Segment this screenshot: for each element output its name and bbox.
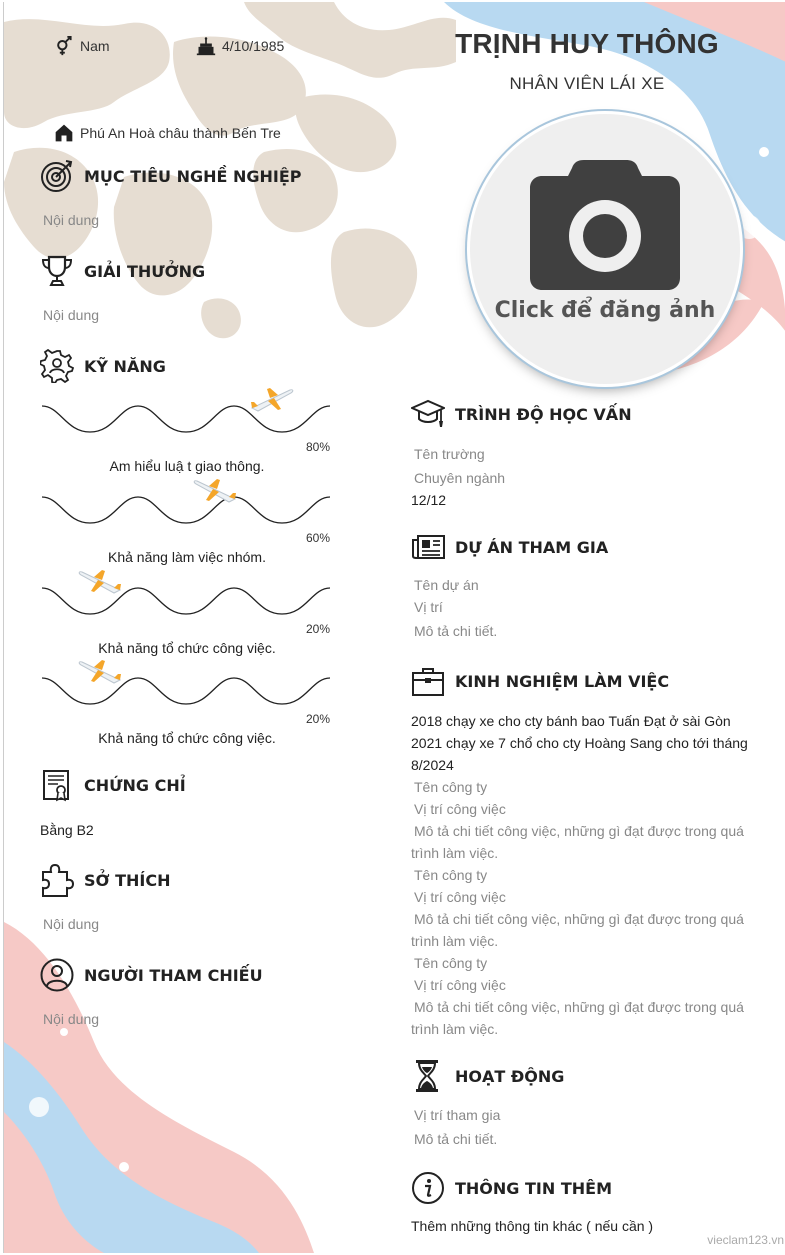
awards-content[interactable]: Nội dung bbox=[43, 307, 100, 323]
job-title[interactable]: NHÂN VIÊN LÁI XE bbox=[509, 74, 665, 93]
skill-name: Am hiểu luậ t giao thông. bbox=[109, 458, 265, 474]
target-icon bbox=[40, 159, 74, 193]
section-title-text: THÔNG TIN THÊM bbox=[455, 1178, 612, 1198]
section-title-hobbies[interactable] bbox=[40, 863, 170, 897]
activity-desc: Mô tả chi tiết. bbox=[414, 1131, 498, 1147]
info-icon bbox=[411, 1171, 445, 1205]
company-name: Tên công ty bbox=[414, 867, 488, 883]
graduation-cap-icon bbox=[411, 397, 445, 431]
activities-content[interactable] bbox=[414, 1103, 774, 1151]
airplane-icon bbox=[250, 384, 294, 414]
watermark: vieclam123.vn bbox=[707, 1233, 784, 1247]
section-title-text: TRÌNH ĐỘ HỌC VẤN bbox=[455, 404, 632, 424]
avatar-upload-label: Click để đăng ảnh bbox=[494, 298, 716, 323]
project-role: Vị trí bbox=[414, 599, 443, 615]
section-title-text: DỰ ÁN THAM GIA bbox=[455, 537, 609, 557]
birthday-value: 4/10/1985 bbox=[222, 38, 285, 54]
airplane-icon bbox=[78, 566, 122, 596]
candidate-name[interactable]: TRỊNH HUY THÔNG bbox=[455, 28, 719, 59]
grade: 12/12 bbox=[411, 492, 447, 508]
certificates-content[interactable]: Bằng B2 bbox=[40, 822, 94, 838]
school-name: Tên trường bbox=[414, 446, 485, 462]
section-title-text: KINH NGHIỆM LÀM VIỆC bbox=[455, 671, 670, 691]
company-name: Tên công ty bbox=[414, 955, 488, 971]
home-icon bbox=[54, 123, 74, 143]
project-name: Tên dự án bbox=[414, 577, 479, 593]
address-value: Phú An Hoà châu thành Bến Tre bbox=[80, 125, 281, 141]
birthday-field[interactable] bbox=[196, 36, 284, 56]
skill-percent: 80% bbox=[305, 440, 330, 454]
job-position: Vị trí công việc bbox=[414, 977, 506, 993]
more-info-content[interactable]: Thêm những thông tin khác ( nếu cần ) bbox=[411, 1218, 654, 1234]
major: Chuyên ngành bbox=[414, 470, 506, 486]
briefcase-icon bbox=[411, 664, 445, 698]
avatar-upload[interactable] bbox=[470, 114, 740, 384]
job-desc: Mô tả chi tiết công việc, những gì đạt được trong quá trình làm việc. bbox=[411, 999, 744, 1037]
skill-name: Khả năng tổ chức công việc. bbox=[98, 730, 276, 746]
section-title-text: KỸ NĂNG bbox=[84, 356, 166, 376]
skill-name: Khả năng làm việc nhóm. bbox=[108, 549, 266, 565]
project-desc: Mô tả chi tiết. bbox=[414, 623, 498, 639]
airplane-icon bbox=[193, 475, 237, 505]
camera-icon bbox=[530, 160, 680, 290]
section-title-text: MỤC TIÊU NGHỀ NGHIỆP bbox=[84, 166, 302, 186]
skill-percent: 60% bbox=[305, 531, 330, 545]
section-title-projects[interactable] bbox=[411, 530, 608, 564]
experience-content[interactable] bbox=[411, 710, 771, 1040]
newspaper-icon bbox=[411, 530, 445, 564]
job-position: Vị trí công việc bbox=[414, 889, 506, 905]
section-title-more-info[interactable] bbox=[411, 1171, 612, 1205]
projects-content[interactable] bbox=[414, 574, 774, 644]
skill-item[interactable] bbox=[42, 672, 332, 760]
skill-wave-track bbox=[42, 491, 330, 531]
section-title-text: SỞ THÍCH bbox=[84, 870, 171, 890]
section-title-activities[interactable] bbox=[411, 1059, 564, 1093]
section-title-awards[interactable] bbox=[40, 254, 205, 288]
airplane-icon bbox=[78, 656, 122, 686]
skill-name: Khả năng tổ chức công việc. bbox=[98, 640, 276, 656]
section-title-text: HOẠT ĐỘNG bbox=[455, 1066, 565, 1086]
resume-page bbox=[3, 2, 785, 1253]
experience-line: 2018 chạy xe cho cty bánh bao Tuấn Đạt ở sài Gòn bbox=[411, 713, 731, 729]
section-title-text: CHỨNG CHỈ bbox=[84, 775, 186, 795]
section-title-experience[interactable] bbox=[411, 664, 669, 698]
education-content[interactable] bbox=[411, 442, 771, 510]
address-field[interactable] bbox=[54, 123, 281, 143]
hourglass-icon bbox=[411, 1059, 445, 1093]
section-title-certificates[interactable] bbox=[40, 768, 186, 802]
objective-content[interactable]: Nội dung bbox=[43, 212, 100, 228]
section-title-text: NGƯỜI THAM CHIẾU bbox=[84, 965, 263, 985]
job-position: Vị trí công việc bbox=[414, 801, 506, 817]
puzzle-icon bbox=[40, 863, 74, 897]
user-icon bbox=[40, 958, 74, 992]
company-name: Tên công ty bbox=[414, 779, 488, 795]
activity-role: Vị trí tham gia bbox=[414, 1107, 501, 1123]
trophy-icon bbox=[40, 254, 74, 288]
experience-line: 2021 chạy xe 7 chổ cho cty Hoàng Sang cho tới tháng 8/2024 bbox=[411, 735, 748, 773]
job-desc: Mô tả chi tiết công việc, những gì đạt được trong quá trình làm việc. bbox=[411, 823, 744, 861]
section-title-skills[interactable] bbox=[40, 349, 166, 383]
gender-value: Nam bbox=[80, 38, 110, 54]
certificate-icon bbox=[40, 768, 74, 802]
skill-percent: 20% bbox=[305, 712, 330, 726]
section-title-text: GIẢI THƯỞNG bbox=[84, 261, 206, 281]
gender-field[interactable] bbox=[54, 36, 110, 56]
section-title-education[interactable] bbox=[411, 397, 632, 431]
cake-icon bbox=[196, 36, 216, 56]
gender-icon bbox=[54, 36, 74, 56]
gear-user-icon bbox=[40, 349, 74, 383]
job-desc: Mô tả chi tiết công việc, những gì đạt được trong quá trình làm việc. bbox=[411, 911, 744, 949]
skill-percent: 20% bbox=[305, 622, 330, 636]
section-title-references[interactable] bbox=[40, 958, 263, 992]
hobbies-content[interactable]: Nội dung bbox=[43, 916, 100, 932]
section-title-objective[interactable] bbox=[40, 159, 302, 193]
skill-item[interactable] bbox=[42, 400, 332, 488]
references-content[interactable]: Nội dung bbox=[43, 1011, 100, 1027]
